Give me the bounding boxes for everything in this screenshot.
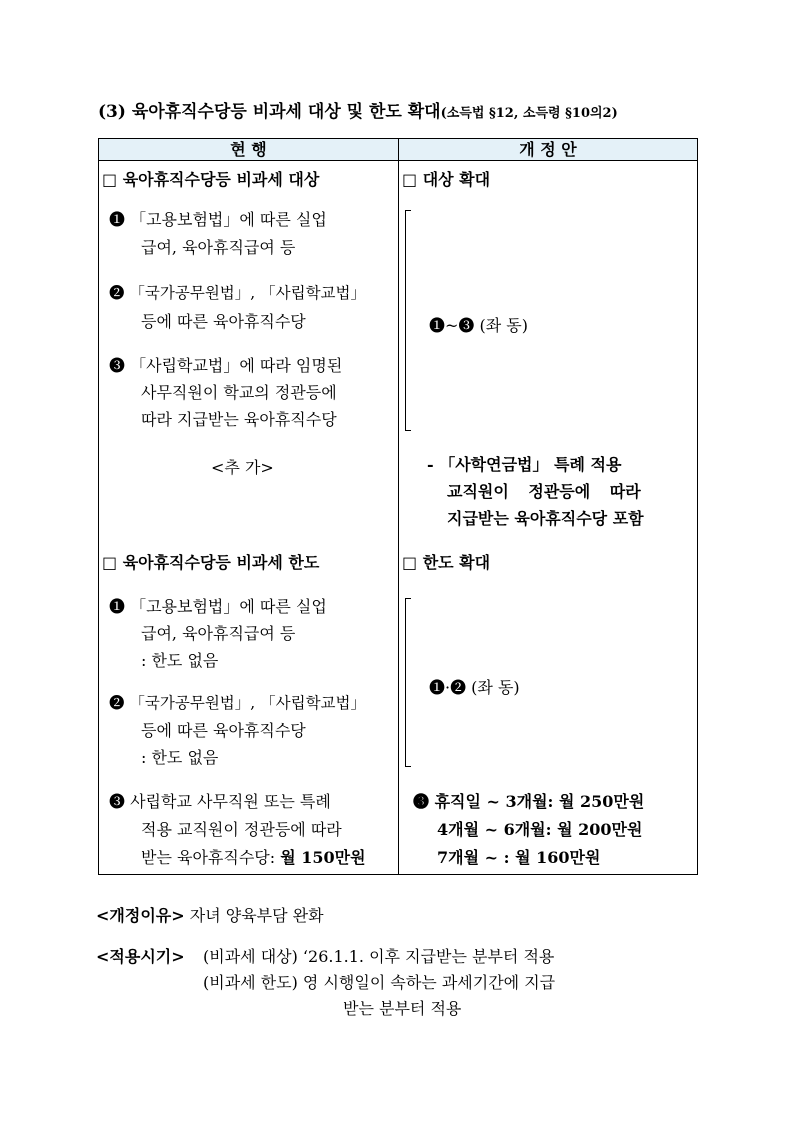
sec2-item1-line1: ❶ 「고용보험법」에 따른 실업 [109,597,327,616]
section-title-ref: (소득법 §12, 소득령 §10의2) [440,106,618,121]
sec1-item2-line1: ❷ 「국가공무원법」, 「사립학교법」 [109,284,366,302]
sec2-item1-line2: 급여, 육아휴직급여 등 [141,624,296,643]
timing-line3: 받는 분부터 적용 [343,999,462,1018]
sec1-item1-line1: ❶ 「고용보험법」에 따른 실업 [109,210,327,229]
sec2-item3-right-line2: 4개월 ~ 6개월: 월 200만원 [437,820,643,839]
sec2-item3-left-line2: 적용 교직원이 정관등에 따라 [141,820,342,839]
reason-label: <개정이유> [96,906,185,925]
sec2-left-heading: □ 육아휴직수당등 비과세 한도 [102,553,320,572]
sec1-item1-line2: 급여, 육아휴직급여 등 [141,238,296,257]
comparison-table [98,138,698,875]
sec2-item3-left-amount: 월 150만원 [280,848,366,867]
reason-row [96,903,324,926]
header-revised: 개 정 안 [519,140,577,159]
timing-label: <적용시기> [96,947,185,966]
sec2-item2-line3: : 한도 없음 [141,748,219,767]
sec1-item3-line3: 따라 지급받는 육아휴직수당 [141,410,337,429]
sec1-item3-line2: 사무직원이 학교의 정관등에 [141,383,337,402]
header-current: 현 행 [230,140,267,159]
sec1-item3-line1: ❸ 「사립학교법」에 따라 임명된 [109,356,343,375]
sec1-right-heading: □ 대상 확대 [402,170,491,189]
sec1-add-right-line1: - 「사학연금법」 특례 적용 [427,455,622,474]
sec2-item3-right-line3: 7개월 ~ : 월 160만원 [437,848,601,867]
sec1-bracket [405,210,411,431]
reason-text: 자녀 양육부담 완화 [189,906,324,925]
sec1-item2-line2: 등에 따른 육아휴직수당 [141,312,306,331]
section-title [98,97,618,122]
sec2-right-heading: □ 한도 확대 [402,553,491,572]
column-divider [398,139,399,874]
sec2-item1-line3: : 한도 없음 [141,651,219,670]
sec1-add-right-line2: 교직원이 정관등에 따라 [447,482,641,501]
sec2-item2-line2: 등에 따른 육아휴직수당 [141,721,306,740]
timing-line2: (비과세 한도) 영 시행일이 속하는 과세기간에 지급 [203,973,556,992]
timing-line1: (비과세 대상) ‘26.1.1. 이후 지급받는 분부터 적용 [203,947,555,966]
sec1-add-right-line3: 지급받는 육아휴직수당 포함 [447,509,644,528]
sec2-item2-line1: ❷ 「국가공무원법」, 「사립학교법」 [109,694,366,712]
sec2-bracket [405,598,411,767]
sec2-item3-left-line1: ❸ 사립학교 사무직원 또는 특례 [109,792,331,811]
sec2-item3-left-text: 받는 육아휴직수당: [141,848,276,867]
sec2-item3-left-line3 [141,845,366,868]
sec1-right-same: ❶~❸ (좌 동) [429,316,528,335]
section-title-text: (3) 육아휴직수당등 비과세 대상 및 한도 확대 [98,102,441,122]
sec2-item3-right-line1: ❸ 휴직일 ~ 3개월: 월 250만원 [413,792,645,811]
sec1-left-heading: □ 육아휴직수당등 비과세 대상 [102,170,320,189]
sec2-right-same: ❶·❷ (좌 동) [429,678,520,697]
sec1-add-label: <추 가> [211,458,274,477]
